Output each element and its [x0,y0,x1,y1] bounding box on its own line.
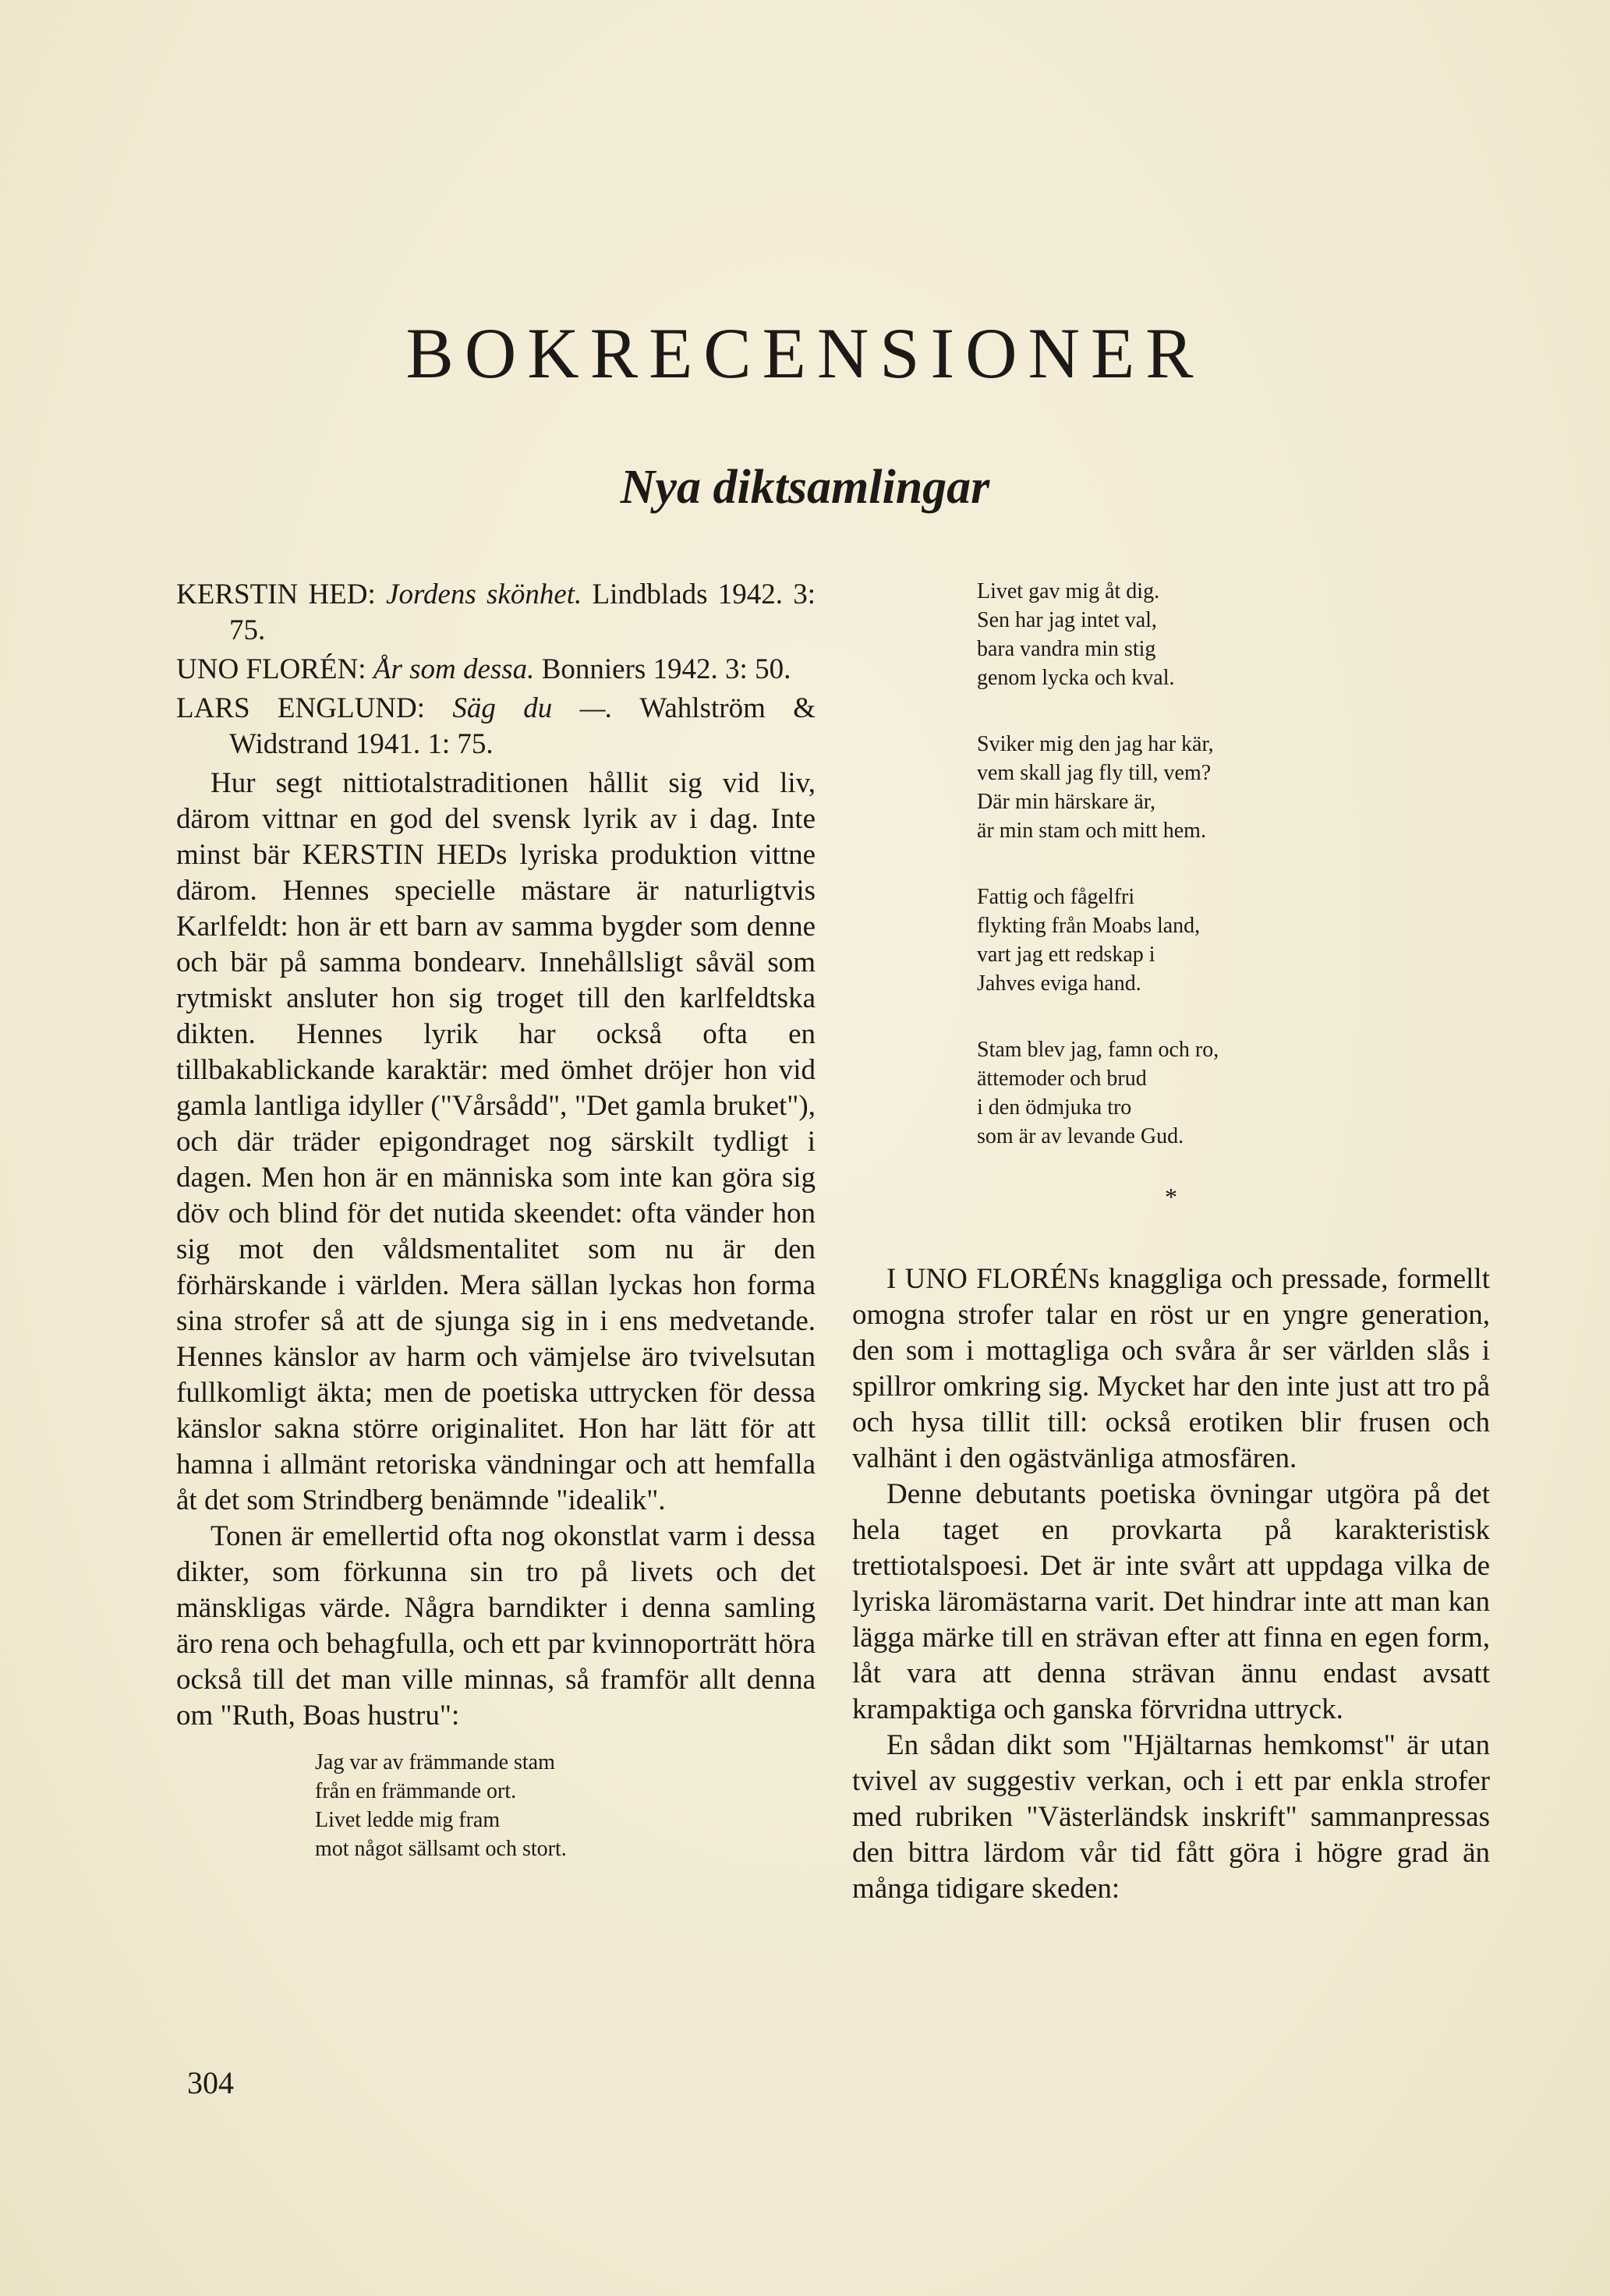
poem-line: vart jag ett redskap i [977,943,1155,967]
book-reference [176,691,816,762]
poem-line: Sen har jag intet val, [977,608,1157,632]
poem-line: genom lycka och kval. [977,666,1175,690]
poem-stanza [977,883,1490,998]
body-paragraph: Hur segt nittiotalstraditionen hållit sig vid liv, därom vittnar en god del svensk lyrik av i dag. Inte minst bär KERSTIN HEDs lyriska produktion vittne därom. Hennes specielle mästare är naturligtvis Karlfeldt: hon är ett barn av samma bygder som denne och bär på samma bondearv. Innehållsligt såväl som rytmiskt ansluter hon sig troget till den karlfeldtska dikten. Hennes lyrik har också ofta en tillbakablickande karaktär: med ömhet dröjer hon vid gamla lantliga idyller ("Vårsådd", "Det gamla bruket"), och där träder epigondraget nog särskilt tydligt i dagen. Men hon är en människa som inte kan göra sig döv och blind för det nutida skeendet: ofta vänder hon sig mot den våldsmentalitet som nu är den förhärskande i världen. Mera sällan lyckas hon forma sina strofer så att de sjunga sig in i ens medvetande. Hennes känslor av harm och vämjelse äro tvivelsutan fullkomligt äkta; men de poetiska uttrycken för dessa känslor sakna större originalitet. Hon har lätt för att hamna i allmänt retoriska vändningar och att hemfalla åt det som Strindberg benämnde "idealik". [176,767,816,1516]
reference-details: Bonniers 1942. 3: 50. [541,653,791,685]
poem-line: Livet gav mig åt dig. [977,579,1160,603]
poem-quote [315,1748,816,1863]
poem-line: vem skall jag fly till, vem? [977,761,1212,785]
poem-line: Där min härskare är, [977,790,1155,814]
reference-author: LARS ENGLUND: [176,692,426,724]
poem-stanza [977,577,1490,692]
poem-line: Sviker mig den jag har kär, [977,732,1214,756]
reference-details: Wahlström & Widstrand 1941. 1: 75. [229,692,816,760]
poem-line: är min stam och mitt hem. [977,819,1206,843]
body-paragraph: Tonen är emellertid ofta nog okonstlat varm i dessa dikter, som förkunna sin tro på livets och det mänskligas värde. Några barndikter i denna samling äro rena och behagfulla, och ett par kvinnoporträtt höra också till det man ville minnas, så framför allt denna om "Ruth, Boas hustru": [176,1520,816,1732]
poem-line: ättemoder och brud [977,1067,1147,1091]
body-paragraph: Denne debutants poetiska övningar utgöra på det hela taget en provkarta på karakteristisk trettiotalspoesi. Det är inte svårt att uppdaga vilka de lyriska läromästarna varit. Det hindrar inte att man kan lägga märke till en strävan efter att finna en egen form, låt vara att denna strävan ännu endast avsatt krampaktiga och ganska förvridna uttryck. [852,1478,1490,1725]
reference-author: UNO FLORÉN: [176,653,366,685]
poem-line: Jahves eviga hand. [977,971,1141,996]
poem-stanza [977,730,1490,845]
poem-line: bara vandra min stig [977,637,1156,661]
page-title: BOKRECENSIONER [405,313,1205,393]
poem-line: Fattig och fågelfri [977,885,1135,909]
poem-line: mot något sällsamt och stort. [315,1837,567,1861]
book-reference [176,652,816,688]
reference-work: Säg du —. [452,692,613,724]
poem-line: flykting från Moabs land, [977,914,1201,938]
right-column [852,577,1490,1907]
section-separator: * [1165,1183,1177,1211]
poem-line: Livet ledde mig fram [315,1808,501,1832]
reference-work: År som dessa. [373,653,535,685]
poem-line: från en främmande ort. [315,1779,517,1803]
page-subtitle: Nya diktsamlingar [620,461,990,514]
poem-line: som är av levande Gud. [977,1124,1184,1148]
left-column [176,577,816,1863]
page-number: 304 [187,2065,234,2100]
poem-line: i den ödmjuka tro [977,1095,1132,1120]
poem-line: Stam blev jag, famn och ro, [977,1038,1219,1062]
poem-stanza [977,1035,1490,1151]
reference-work: Jordens skönhet. [386,578,582,610]
book-reference [176,577,816,649]
poem-quote [977,577,1490,1151]
body-paragraph: En sådan dikt som "Hjältarnas hemkomst" är utan tvivel av suggestiv verkan, och i ett par enkla strofer med rubriken "Västerländsk inskrift" sammanpressas den bittra lärdom vår tid fått göra i högre grad än många tidigare skeden: [852,1729,1490,1905]
body-paragraph: I UNO FLORÉNs knaggliga och pressade, formellt omogna strofer talar en röst ur en yngre generation, den som i mottagliga och svåra år ser världen slås i spillror omkring sig. Mycket har den inte just att tro på och hysa tillit till: också erotiken blir frusen och valhänt i den ogästvänliga atmosfären. [852,1263,1490,1474]
reference-author: KERSTIN HED: [176,578,376,610]
poem-line: Jag var av främmande stam [315,1750,555,1774]
reference-details: Lindblads 1942. 3: 75. [229,578,816,646]
